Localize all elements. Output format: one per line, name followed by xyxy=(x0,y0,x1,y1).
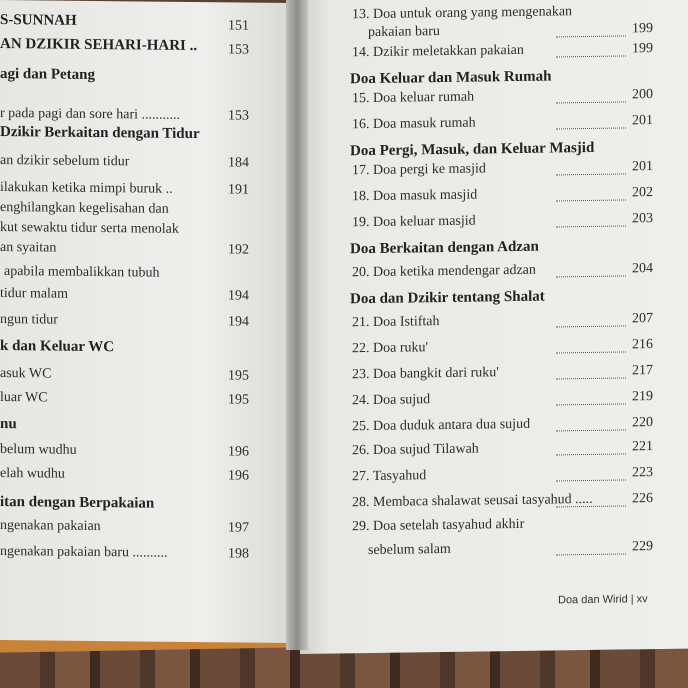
toc-entry: pakaian baru xyxy=(368,24,440,41)
leader-dots xyxy=(556,275,626,277)
toc-entry: 14. Dzikir meletakkan pakaian xyxy=(352,42,524,61)
section-heading: k dan Keluar WC xyxy=(0,338,115,356)
section-heading: agi dan Petang xyxy=(0,66,96,83)
page-number: 200 xyxy=(632,87,653,103)
page-number: 220 xyxy=(632,415,653,431)
section-heading: itan dengan Berpakaian xyxy=(0,494,155,512)
toc-entry: 26. Doa sujud Tilawah xyxy=(352,441,479,459)
book-gutter xyxy=(286,0,308,650)
page-number: 196 xyxy=(228,468,249,484)
toc-entry: sebelum salam xyxy=(368,541,451,559)
page-number: 194 xyxy=(228,314,249,330)
page-number: 216 xyxy=(632,337,653,353)
page-number: 204 xyxy=(632,261,653,277)
toc-entry: elah wudhu xyxy=(0,466,65,482)
page-number: 195 xyxy=(228,368,249,384)
leader-dots xyxy=(556,101,626,103)
page-number: 221 xyxy=(632,439,653,455)
leader-dots xyxy=(556,453,626,455)
page-footer: Doa dan Wirid | xv xyxy=(558,593,648,607)
section-heading: AN DZIKIR SEHARI-HARI .. xyxy=(0,36,198,55)
section-heading: Dzikir Berkaitan dengan Tidur xyxy=(0,124,200,143)
page-number: 191 xyxy=(228,182,249,198)
leader-dots xyxy=(556,479,626,481)
toc-entry: r pada pagi dan sore hari ........... xyxy=(0,106,180,123)
page-number: 201 xyxy=(632,113,653,129)
page-number: 153 xyxy=(228,42,249,58)
toc-entry: an dzikir sebelum tidur xyxy=(0,153,130,170)
toc-entry: asuk WC xyxy=(0,366,52,382)
toc-entry: 27. Tasyahud xyxy=(352,468,427,485)
page-number: 199 xyxy=(632,41,653,57)
page-number: 192 xyxy=(228,242,249,258)
section-heading: Doa Keluar dan Masuk Rumah xyxy=(350,68,552,88)
toc-entry: 18. Doa masuk masjid xyxy=(352,187,478,205)
page-number: 194 xyxy=(228,288,249,304)
toc-entry: 15. Doa keluar rumah xyxy=(352,89,475,107)
toc-entry: ngun tidur xyxy=(0,312,58,328)
toc-entry: 17. Doa pergi ke masjid xyxy=(352,161,486,179)
page-number: 195 xyxy=(228,392,249,408)
left-page xyxy=(0,0,292,643)
leader-dots xyxy=(556,55,626,57)
toc-entry: 21. Doa Istiftah xyxy=(352,314,440,331)
section-heading: Doa Berkaitan dengan Adzan xyxy=(350,238,539,258)
toc-entry: luar WC xyxy=(0,390,48,406)
page-number: 207 xyxy=(632,311,653,327)
page-number: 201 xyxy=(632,159,653,175)
toc-entry: 29. Doa setelah tasyahud akhir xyxy=(352,516,525,535)
toc-entry: ngenakan pakaian xyxy=(0,518,101,535)
leader-dots xyxy=(556,127,626,129)
toc-entry: apabila membalikkan tubuh xyxy=(4,264,160,281)
page-number: 198 xyxy=(228,546,249,562)
page-number: 202 xyxy=(632,185,653,201)
section-heading: S-SUNNAH xyxy=(0,12,77,29)
leader-dots xyxy=(556,553,626,555)
toc-entry: 16. Doa masuk rumah xyxy=(352,115,476,133)
page-number: 184 xyxy=(228,155,249,171)
toc-entry: an syaitan xyxy=(0,240,57,256)
toc-entry: 28. Membaca shalawat seusai tasyahud ..... xyxy=(352,491,593,511)
page-number: 226 xyxy=(632,491,653,507)
page-number: 196 xyxy=(228,444,249,460)
toc-entry: 24. Doa sujud xyxy=(352,392,431,409)
leader-dots xyxy=(556,199,626,201)
right-page xyxy=(300,0,688,654)
leader-dots xyxy=(556,403,626,405)
toc-entry: 23. Doa bangkit dari ruku' xyxy=(352,365,499,383)
leader-dots xyxy=(556,225,626,227)
toc-entry: kut sewaktu tidur serta menolak xyxy=(0,220,179,237)
page-number: 229 xyxy=(632,539,653,555)
page-number: 153 xyxy=(228,108,249,124)
page-number: 197 xyxy=(228,520,249,536)
page-number: 199 xyxy=(632,21,653,37)
section-heading: nu xyxy=(0,416,17,433)
page-number: 203 xyxy=(632,211,653,227)
page-number: 223 xyxy=(632,465,653,481)
page-number: 151 xyxy=(228,18,249,34)
leader-dots xyxy=(556,377,626,379)
toc-entry: 13. Doa untuk orang yang mengenakan xyxy=(352,4,573,23)
toc-entry: ilakukan ketika mimpi buruk .. xyxy=(0,180,173,197)
leader-dots xyxy=(556,35,626,37)
toc-entry: 22. Doa ruku' xyxy=(352,340,429,357)
leader-dots xyxy=(556,351,626,353)
toc-entry: belum wudhu xyxy=(0,442,77,458)
toc-entry: ngenakan pakaian baru .......... xyxy=(0,544,168,561)
leader-dots xyxy=(556,325,626,327)
toc-entry: 20. Doa ketika mendengar adzan xyxy=(352,262,536,281)
page-number: 219 xyxy=(632,389,653,405)
section-heading: Doa dan Dzikir tentang Shalat xyxy=(350,288,545,308)
toc-entry: 25. Doa duduk antara dua sujud xyxy=(352,416,531,435)
page-number: 217 xyxy=(632,363,653,379)
toc-entry: 19. Doa keluar masjid xyxy=(352,213,476,231)
section-heading: Doa Pergi, Masuk, dan Keluar Masjid xyxy=(350,139,595,160)
leader-dots xyxy=(556,173,626,175)
toc-entry: enghilangkan kegelisahan dan xyxy=(0,200,169,217)
toc-entry: tidur malam xyxy=(0,286,69,302)
leader-dots xyxy=(556,429,626,431)
